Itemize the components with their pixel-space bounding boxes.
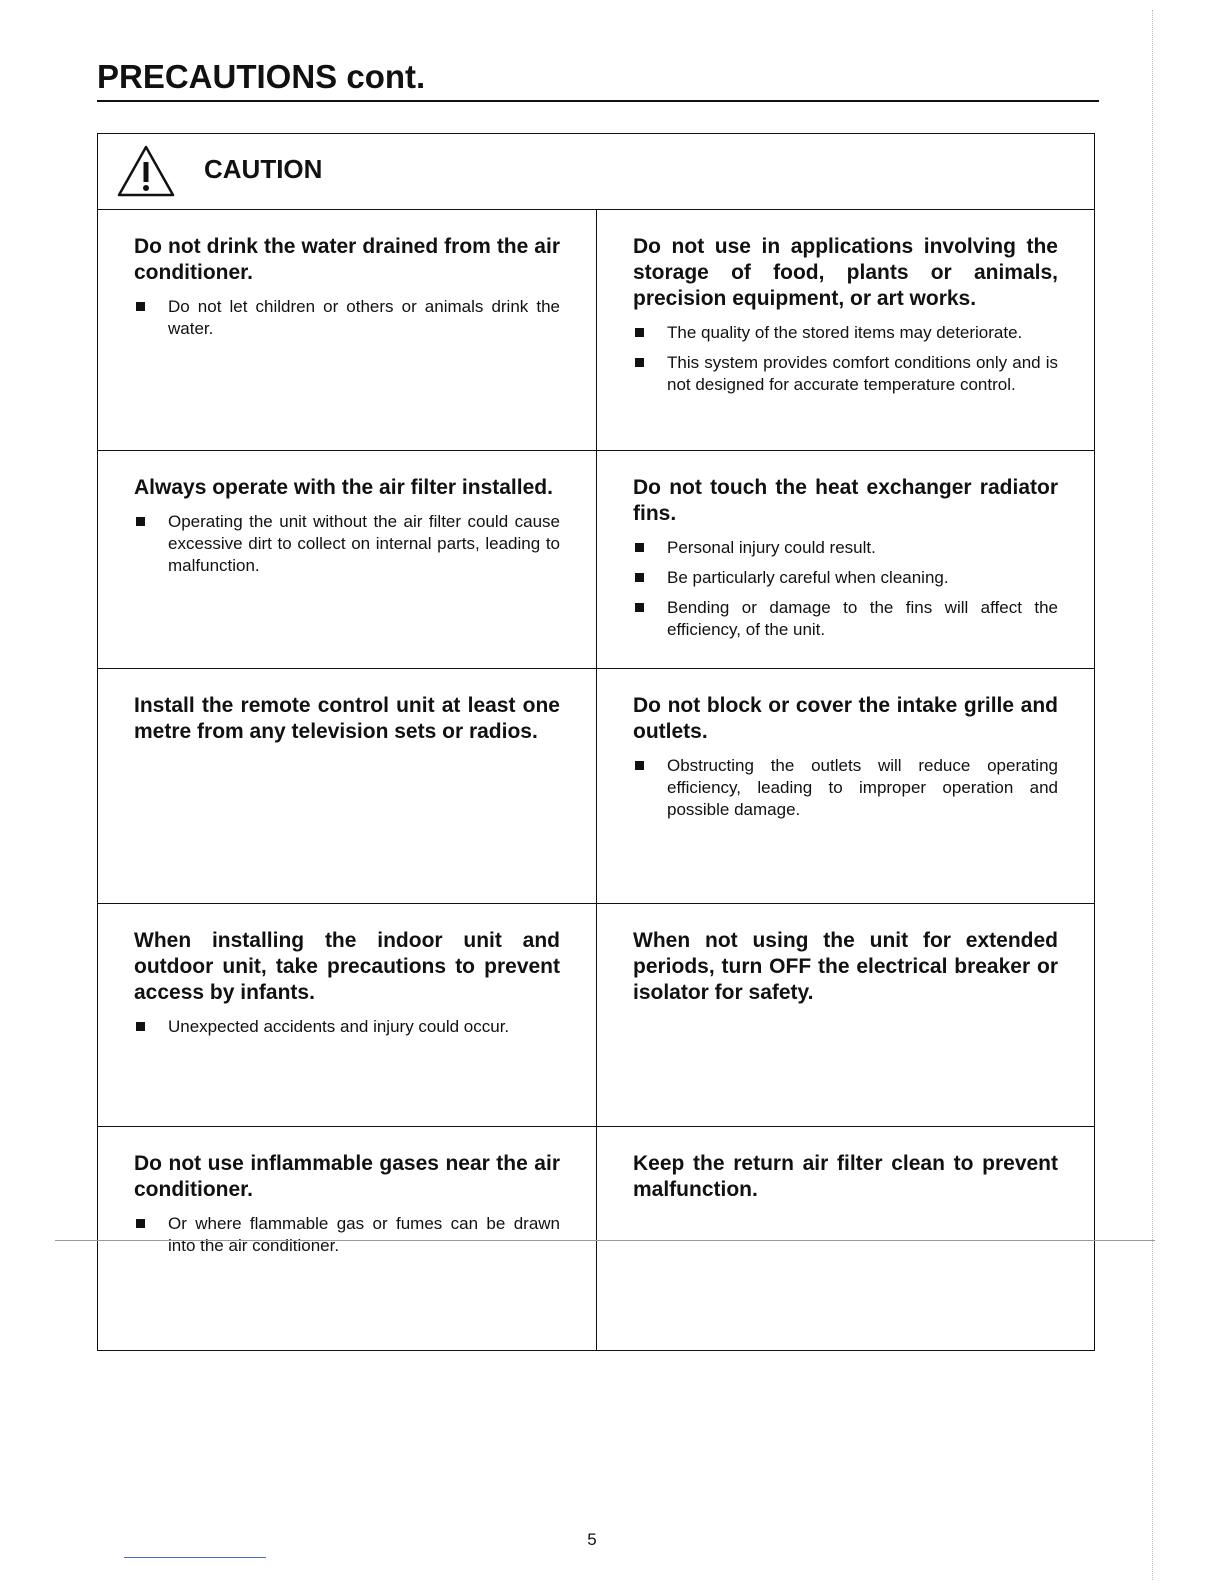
precaution-list	[134, 511, 560, 577]
list-item	[134, 1016, 560, 1038]
title-rule	[97, 100, 1099, 102]
precaution-list	[134, 1213, 560, 1257]
list-item	[134, 1213, 560, 1257]
bullet-text: Unexpected accidents and injury could occur.	[168, 1017, 510, 1036]
square-bullet-icon	[136, 517, 145, 526]
page-title: PRECAUTIONS cont.	[97, 58, 426, 95]
square-bullet-icon	[635, 328, 644, 337]
precaution-cell	[597, 669, 1094, 904]
square-bullet-icon	[136, 302, 145, 311]
precaution-cell	[98, 210, 597, 451]
precaution-cell	[98, 904, 597, 1127]
scan-artifact-line	[55, 1240, 1155, 1241]
precaution-list	[633, 322, 1058, 396]
square-bullet-icon	[635, 761, 644, 770]
scan-artifact-dots	[1152, 10, 1155, 1580]
precaution-cell	[597, 451, 1094, 669]
caution-label: CAUTION	[204, 154, 323, 184]
caution-box	[97, 133, 1095, 1351]
warning-triangle-icon	[116, 144, 176, 198]
square-bullet-icon	[635, 543, 644, 552]
bullet-text: Be particularly careful when cleaning.	[667, 568, 949, 587]
precaution-list	[134, 296, 560, 340]
precaution-list	[633, 537, 1058, 641]
precaution-list	[633, 755, 1058, 821]
precaution-cell	[98, 669, 597, 904]
footer-rule	[124, 1557, 266, 1558]
square-bullet-icon	[635, 573, 644, 582]
list-item	[633, 352, 1058, 396]
square-bullet-icon	[136, 1022, 145, 1031]
list-item	[633, 537, 1058, 559]
bullet-text: The quality of the stored items may deteriorate.	[667, 323, 1023, 342]
bullet-text: Or where flammable gas or fumes can be drawn into the air conditioner.	[168, 1214, 560, 1255]
precaution-heading: Install the remote control unit at least one metre from any television sets or radios.	[134, 694, 560, 743]
bullet-text: Do not let children or others or animals drink the water.	[168, 297, 560, 338]
bullet-text: Bending or damage to the fins will affect the efficiency, of the unit.	[667, 598, 1058, 639]
page-number: 5	[587, 1530, 597, 1549]
list-item	[134, 296, 560, 340]
bullet-text: Personal injury could result.	[667, 538, 876, 557]
precaution-heading: Do not use in applications involving the storage of food, plants or animals, precision equipment, or art works.	[633, 235, 1058, 310]
square-bullet-icon	[136, 1219, 145, 1228]
bullet-text: Operating the unit without the air filter could cause excessive dirt to collect on internal parts, leading to malfunction.	[168, 512, 560, 575]
list-item	[633, 567, 1058, 589]
precaution-heading: Do not use inflammable gases near the air conditioner.	[134, 1152, 560, 1201]
precaution-heading: Do not block or cover the intake grille and outlets.	[633, 694, 1058, 743]
precaution-list	[134, 1016, 560, 1038]
bullet-text: Obstructing the outlets will reduce operating efficiency, leading to improper operation and possible damage.	[667, 756, 1058, 819]
precaution-heading: Do not touch the heat exchanger radiator fins.	[633, 476, 1058, 525]
precautions-grid	[98, 210, 1094, 1350]
square-bullet-icon	[635, 358, 644, 367]
precaution-heading: Do not drink the water drained from the air conditioner.	[134, 235, 560, 284]
precaution-cell	[597, 1127, 1094, 1350]
precaution-heading: Always operate with the air filter installed.	[134, 476, 553, 499]
precaution-cell	[597, 210, 1094, 451]
precaution-cell	[597, 904, 1094, 1127]
square-bullet-icon	[635, 603, 644, 612]
precaution-heading: When not using the unit for extended periods, turn OFF the electrical breaker or isolator for safety.	[633, 929, 1058, 1004]
list-item	[633, 322, 1058, 344]
bullet-text: This system provides comfort conditions only and is not designed for accurate temperature control.	[667, 353, 1058, 394]
list-item	[633, 597, 1058, 641]
precaution-cell	[98, 451, 597, 669]
precaution-cell	[98, 1127, 597, 1350]
precaution-heading: Keep the return air filter clean to prevent malfunction.	[633, 1152, 1058, 1201]
precaution-heading: When installing the indoor unit and outdoor unit, take precautions to prevent access by infants.	[134, 929, 560, 1004]
list-item	[134, 511, 560, 577]
caution-header	[98, 134, 1094, 210]
list-item	[633, 755, 1058, 821]
